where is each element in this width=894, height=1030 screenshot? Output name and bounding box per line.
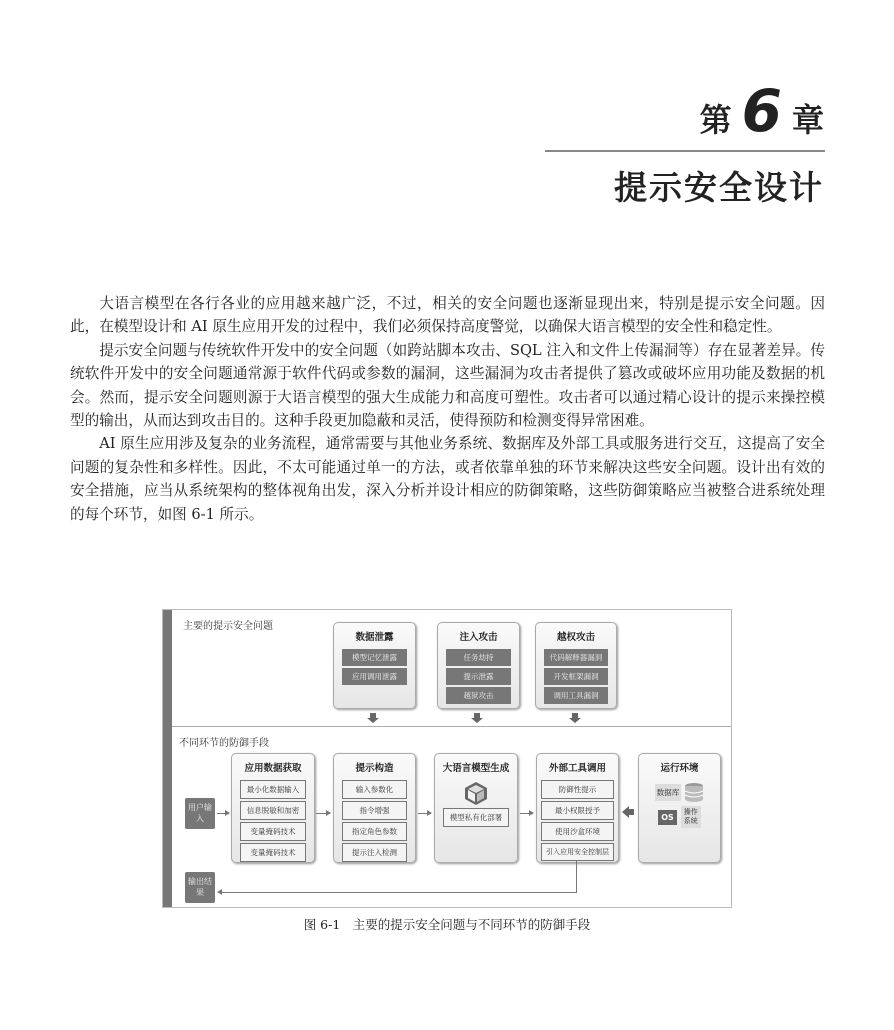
body-text xyxy=(70,292,825,526)
output-node: 输出结果 xyxy=(185,872,215,903)
threat-item: 提示泄露 xyxy=(446,668,511,685)
threat-title: 数据泄露 xyxy=(355,632,394,643)
paragraph: 大语言模型在各行各业的应用越来越广泛，不过，相关的安全问题也逐渐显现出来，特别是提示安全问题。因此，在模型设计和 AI 原生应用开发的过程中，我们必须保持高度警觉，以确保大语言模型的安全性和稳定性。 xyxy=(70,295,825,336)
stage-box xyxy=(536,753,619,863)
runtime-title: 运行环境 xyxy=(660,763,699,774)
threat-title: 越权攻击 xyxy=(556,632,595,643)
return-line xyxy=(576,861,577,892)
chapter-prefix: 第 xyxy=(699,101,732,139)
user-input-node: 用户输入 xyxy=(185,798,215,829)
stage-title: 外部工具调用 xyxy=(548,763,606,774)
figure-side-bar xyxy=(163,610,172,907)
os-label: 操作系统 xyxy=(681,806,701,828)
threat-box xyxy=(333,622,416,709)
threat-box xyxy=(535,622,617,709)
stage-title: 提示构造 xyxy=(355,763,394,774)
figure-caption: 图 6-1 主要的提示安全问题与不同环节的防御手段 xyxy=(303,917,591,932)
stage-item: 模型私有化部署 xyxy=(443,808,509,827)
threat-item: 代码解释器漏洞 xyxy=(544,649,608,666)
flow-arrow-icon xyxy=(520,813,533,814)
stage-item: 变量掩码技术 xyxy=(240,822,306,841)
stage-item: 指定角色参数 xyxy=(342,822,407,841)
stage-box xyxy=(333,753,416,863)
bottom-section-label: 不同环节的防御手段 xyxy=(179,738,269,749)
stage-box xyxy=(434,753,518,863)
stage-item: 信息脱敏和加密 xyxy=(240,801,306,820)
database-label: 数据库 xyxy=(655,784,682,801)
down-arrow-icon xyxy=(569,718,581,723)
return-line xyxy=(219,892,577,893)
heading-rule xyxy=(545,150,825,152)
stage-item: 最小权限授予 xyxy=(541,801,614,820)
threat-item: 模型记忆泄露 xyxy=(342,649,407,666)
cube-icon xyxy=(463,780,489,806)
stage-title: 应用数据获取 xyxy=(244,763,302,774)
stage-item: 输入参数化 xyxy=(342,780,407,799)
flow-arrow-icon xyxy=(316,813,330,814)
figure-6-1 xyxy=(162,609,732,908)
threat-item: 应用调用泄露 xyxy=(342,668,407,685)
down-arrow-icon xyxy=(471,718,483,723)
runtime-box xyxy=(638,753,721,863)
left-arrow-stem xyxy=(629,809,634,815)
section-divider xyxy=(172,726,731,727)
flow-arrow-icon xyxy=(418,813,431,814)
os-monitor-icon: OS xyxy=(658,810,677,825)
stage-item: 提示注入检测 xyxy=(342,843,407,862)
stage-item: 防御性提示 xyxy=(541,780,614,799)
left-arrow-icon xyxy=(622,806,629,818)
flow-arrow-icon xyxy=(217,813,229,814)
down-arrow-icon xyxy=(367,718,379,723)
stage-title: 大语言模型生成 xyxy=(442,763,510,774)
threat-item: 调用工具漏洞 xyxy=(544,687,608,704)
stage-item: 使用沙盒环境 xyxy=(541,822,614,841)
threat-box xyxy=(437,622,520,709)
chapter-suffix: 章 xyxy=(791,101,824,139)
return-arrow-icon xyxy=(217,889,222,895)
stage-item: 引入应用安全控制层 xyxy=(541,843,614,861)
top-section-label: 主要的提示安全问题 xyxy=(183,621,273,632)
threat-item: 越狱攻击 xyxy=(446,687,511,704)
chapter-number: 6 xyxy=(741,77,782,145)
threat-item: 开发框架漏洞 xyxy=(544,668,608,685)
stage-item: 指令增强 xyxy=(342,801,407,820)
stage-box xyxy=(231,753,315,863)
paragraph: AI 原生应用涉及复杂的业务流程，通常需要与其他业务系统、数据库及外部工具或服务进行交互，这提高了安全问题的复杂性和多样性。因此，不太可能通过单一的方法，或者依靠单独的环节来解决这些安全问题。设计出有效的安全措施，应当从系统架构的整体视角出发，深入分析并设计相应的防御策略，这些防御策略应当被整合进系统处理的每个环节，如图 6-1 所示。 xyxy=(70,435,825,523)
stage-item: 变量掩码技术 xyxy=(240,843,306,862)
threat-item: 任务劫持 xyxy=(446,649,511,666)
chapter-title: 提示安全设计 xyxy=(614,168,824,207)
threat-title: 注入攻击 xyxy=(459,632,498,643)
database-icon xyxy=(684,782,704,802)
paragraph: 提示安全问题与传统软件开发中的安全问题（如跨站脚本攻击、SQL 注入和文件上传漏洞等）存在显著差异。传统软件开发中的安全问题通常源于软件代码或参数的漏洞，这些漏洞为攻击者提供了篡改或破坏应用功能及数据的机会。然而，提示安全问题则源于大语言模型的强大生成能力和高度可塑性。攻击者可以通过精心设计的提示来操控模型的输出，从而达到攻击目的。这种手段更加隐蔽和灵活，使得预防和检测变得异常困难。 xyxy=(70,341,825,430)
stage-item: 最小化数据输入 xyxy=(240,780,306,799)
chapter-heading xyxy=(699,77,824,145)
